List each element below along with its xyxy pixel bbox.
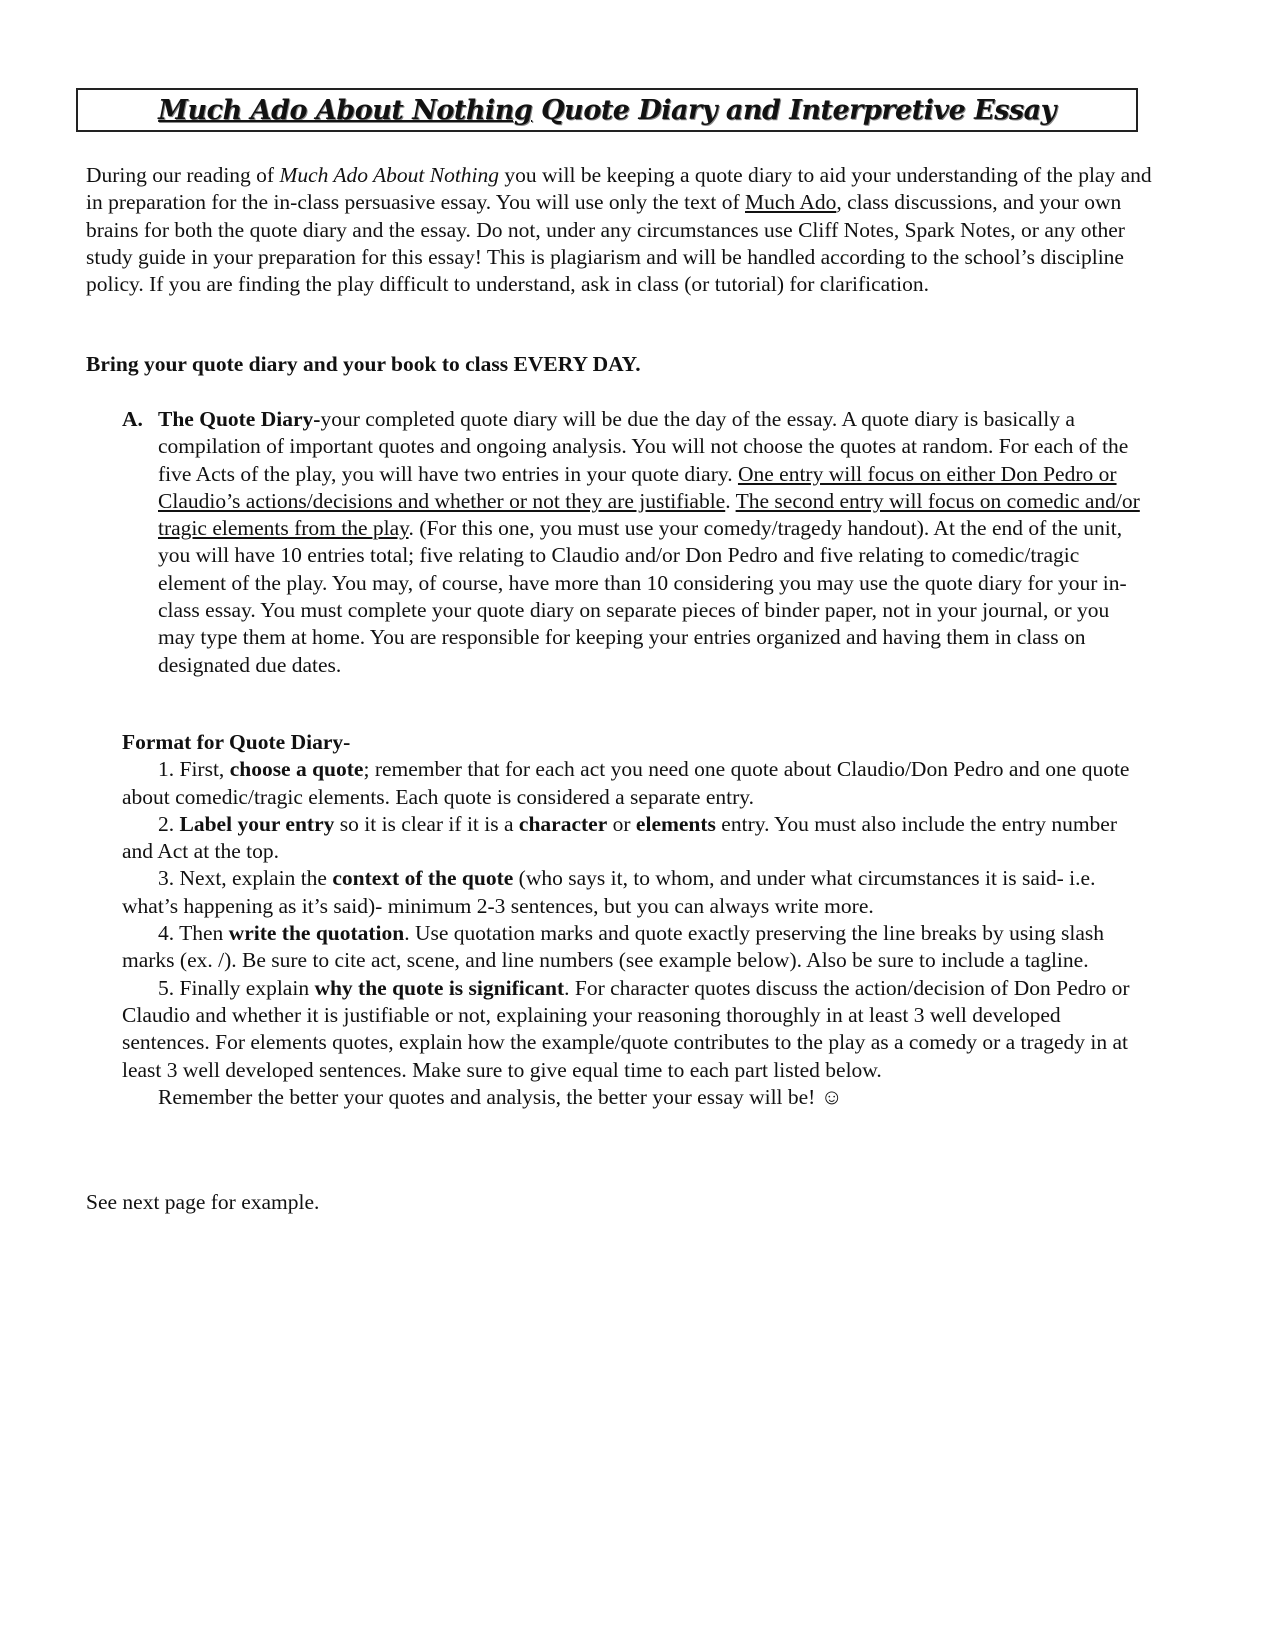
section-a-underline-1: One entry will focus on either Don Pedro or Claudio’s actions/decisions and whether or not they are justifiable xyxy=(158,461,1117,513)
format-section xyxy=(122,729,1142,1111)
bring-notice: Bring your quote diary and your book to class EVERY DAY. xyxy=(86,352,641,376)
section-a-content xyxy=(158,406,1142,679)
item-text: 2. xyxy=(158,811,180,836)
document-title xyxy=(158,95,1056,126)
intro-text-3: , class discussions, and your own brains for both the quote diary and the essay. Do not, under any circumstances use Cliff Notes, Spark Notes, or any other study guide in your preparation for this essay! This is plagiarism and will be handled according to the school’s discipline policy. If you are finding the play difficult to understand, ask in class (or tutorial) for clarification. xyxy=(86,190,1125,297)
format-item-1 xyxy=(122,756,1142,811)
item-text: so it is clear if it is a xyxy=(334,811,519,836)
format-item-5 xyxy=(122,975,1142,1084)
item-bold: character xyxy=(518,811,608,836)
item-text: . Use quotation marks and quote exactly preserving the line breaks by using slash marks (ex. /). Be sure to cite act, scene, and line numbers (see example below). Also be sure to include a tagline. xyxy=(122,921,1105,973)
format-item-2 xyxy=(122,811,1142,866)
item-bold: Label your entry xyxy=(179,811,335,836)
intro-underlined-title: Much Ado xyxy=(745,190,837,215)
section-a-label: A. xyxy=(122,407,143,431)
title-rest: Quote Diary and Interpretive Essay xyxy=(532,94,1056,126)
item-bold: write the quotation xyxy=(228,921,405,946)
item-text: 5. Finally explain xyxy=(158,975,315,1000)
section-a-text-2: . (For this one, you must use your comedy/tragedy handout). At the end of the unit, you will have 10 entries total; five relating to Claudio and/or Don Pedro and five relating to comedic/tragic element of the play. You may, of course, have more than 10 considering you may use the quote diary for your in-class essay. You must complete your quote diary on separate pieces of binder paper, not in your journal, or you may type them at home. You are responsible for keeping your entries organized and having them in class on designated due dates. xyxy=(158,516,1127,677)
section-a-sep: . xyxy=(725,488,736,513)
item-text: entry. You must also include the entry number and Act at the top. xyxy=(122,811,1117,864)
item-text: 4. Then xyxy=(158,921,229,946)
section-a xyxy=(122,406,1142,679)
item-text: (who says it, to whom, and under what circumstances it is said- i.e. what’s happening as it’s said)- minimum 2-3 sentences, but you can always write more. xyxy=(122,866,1096,918)
see-next-page-note: See next page for example. xyxy=(86,1190,320,1214)
item-text: or xyxy=(607,811,636,836)
item-text: ; remember that for each act you need one quote about Claudio/Don Pedro and one quote about comedic/tragic elements. Each quote is considered a separate entry. xyxy=(122,757,1130,809)
intro-italic-title: Much Ado About Nothing xyxy=(279,163,500,187)
closing-text: Remember the better your quotes and analysis, the better your essay will be! xyxy=(158,1084,821,1109)
section-a-underline-2: The second entry will focus on comedic and/or tragic elements from the play xyxy=(158,488,1140,541)
smiley-icon: ☺ xyxy=(820,1084,843,1109)
item-bold: elements xyxy=(635,811,716,836)
section-a-text-1: your completed quote diary will be due the day of the essay. A quote diary is basically a compilation of important quotes and ongoing analysis. You will not choose the quotes at random. For each of the five Acts of the play, you will have two entries in your quote diary. xyxy=(158,407,1129,486)
title-play-name: Much Ado About Nothing xyxy=(158,94,533,126)
format-closing xyxy=(122,1084,1142,1111)
section-a-heading: The Quote Diary- xyxy=(158,407,321,431)
intro-text-2: you will be keeping a quote diary to aid your understanding of the play and in preparation for the in-class persuasive essay. You will use only the text of xyxy=(86,163,1152,215)
intro-text-1: During our reading of xyxy=(86,163,280,187)
format-item-4 xyxy=(122,920,1142,975)
title-box xyxy=(76,88,1138,132)
intro-paragraph xyxy=(86,162,1156,298)
item-bold: context of the quote xyxy=(332,866,514,891)
item-bold: why the quote is significant xyxy=(314,975,565,1000)
item-bold: choose a quote xyxy=(229,757,364,782)
item-text: 3. Next, explain the xyxy=(158,866,333,891)
item-text: . For character quotes discuss the action/decision of Don Pedro or Claudio and whether it is justifiable or not, explaining your reasoning thoroughly in at least 3 well developed sentences. For elements quotes, explain how the example/quote contributes to the play as a comedy or a tragedy in at least 3 well developed sentences. Make sure to give equal time to each part listed below. xyxy=(122,975,1130,1082)
format-item-3 xyxy=(122,865,1142,920)
item-text: 1. First, xyxy=(158,757,230,782)
format-heading: Format for Quote Diary- xyxy=(122,730,351,754)
